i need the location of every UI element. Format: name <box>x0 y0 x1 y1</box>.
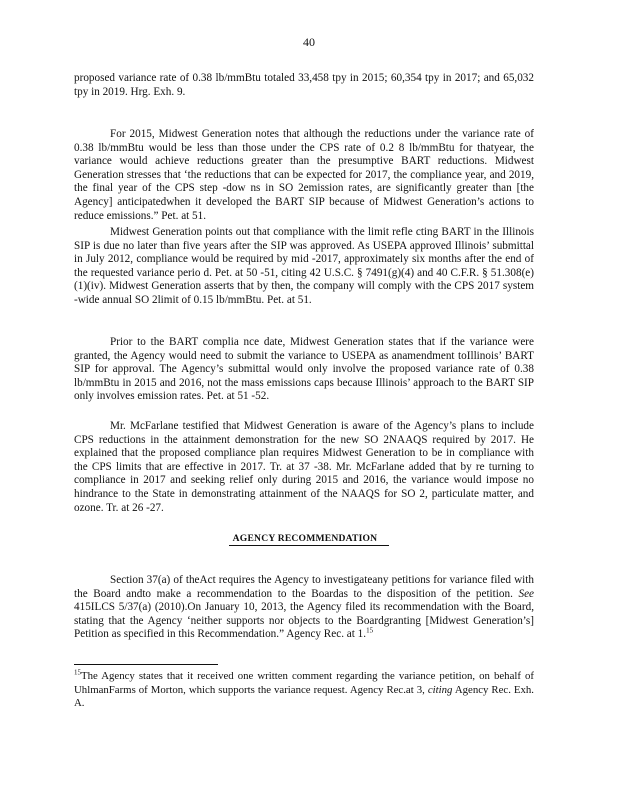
see-signal: See <box>518 587 534 600</box>
paragraph-text: For 2015, Midwest Generation notes that although the reductions under the variance rate of 0.38 lb/mmBtu would be less than those under the CPS rate of 0.2 8 lb/mmBtu for thatyear, the variance would achieve reductions greater than the presumptive BART reductions. Midwest Generation stresses that ‘the reductions that can be expected for 2017, the compliance year, and 2019, the final year of the CPS step -dow ns in SO 2emission rates, are significantly greater than [the Agency] anticipatedwhen it developed the BART SIP because of Midwest Generation’s actions to reduce emissions.” Pet. at 51. <box>74 128 534 222</box>
section-heading: AGENCY RECOMMENDATION <box>0 532 618 546</box>
paragraph-text: Mr. McFarlane testified that Midwest Generation is aware of the Agency’s plans to include CPS reductions in the attainment demonstration for the new SO 2NAAQS required by 2017. He explained that the proposed compliance plan requires Midwest Generation to be in compliance with the CPS limits that are effective in 2017. Tr. at 37 -38. Mr. McFarlane added that by re turning to compliance in 2017 and seeking relief only during 2015 and 2016, the variance would impose no hindrance to the State in demonstrating attainment of the NAAQS for SO 2, particulate matter, and ozone. Tr. at 26 -27. <box>74 420 534 514</box>
paragraph-text: Prior to the BART complia nce date, Midwest Generation states that if the variance were granted, the Agency would need to submit the variance to USEPA as anamendment toIllinois’ BART SIP for approval. The Agency’s submittal would only involve the proposed variance rate of 0.38 lb/mmBtu in 2015 and 2016, not the mass emissions caps because Illinois’ approach to the BART SIP only involves emission rates. Pet. at 51 -52. <box>74 336 534 403</box>
citing-signal: citing <box>427 683 453 696</box>
footnote-reference: 15 <box>366 626 374 635</box>
footnote: $^{15}$The Agency states that it received one written comment regarding the variance petition, on behalf of UhlmanFarms of Morton, which supports the variance request. Agency Rec.at 3, citing Agency Rec. Exh. A. <box>74 668 534 710</box>
page-number: 40 <box>303 35 315 49</box>
paragraph-bart-compliance <box>74 226 534 308</box>
paragraph-agency-recommendation: Section 37(a) of theAct requires the Agency to investigateany petitions for variance filed with the Board andto make a recommendation to the Boardas to the disposition of the petition. See 415ILCS 5/37(a) (2010).On January 10, 2013, the Agency filed its recommendation with the Board, stating that the Agency ‘neither supports nor objects to the Boardgranting [Midwest Generation’s] Petition as specified in this Recommendation.” Agency Rec. at 1.15 <box>74 574 534 641</box>
paragraph-mcfarlane-testimony <box>74 420 534 515</box>
paragraph-2015-reductions <box>74 128 534 223</box>
footnote-marker: 15 <box>74 668 81 677</box>
paragraph-bart-sip <box>74 336 534 404</box>
paragraph-continuation <box>74 72 534 99</box>
paragraph-text: Midwest Generation points out that compliance with the limit refle cting BART in the Illinois SIP is due no later than five years after the SIP was approved. As USEPA approved Illinois’ submittal in July 2012, compliance would be required by mid -2017, approximately six months after the end of the requested variance perio d. Pet. at 50 -51, citing 42 U.S.C. § 7491(g)(4) and 40 C.F.R. § 51.308(e)(1)(iv). Midwest Generation asserts that by then, the company will comply with the CPS 2017 system -wide annual SO 2limit of 0.15 lb/mmBtu. Pet. at 51. <box>74 226 534 306</box>
paragraph-text: proposed variance rate of 0.38 lb/mmBtu totaled 33,458 tpy in 2015; 60,354 tpy in 2017; and 65,032 tpy in 2019. Hrg. Exh. 9. <box>74 72 534 98</box>
footnote-divider <box>74 664 218 665</box>
